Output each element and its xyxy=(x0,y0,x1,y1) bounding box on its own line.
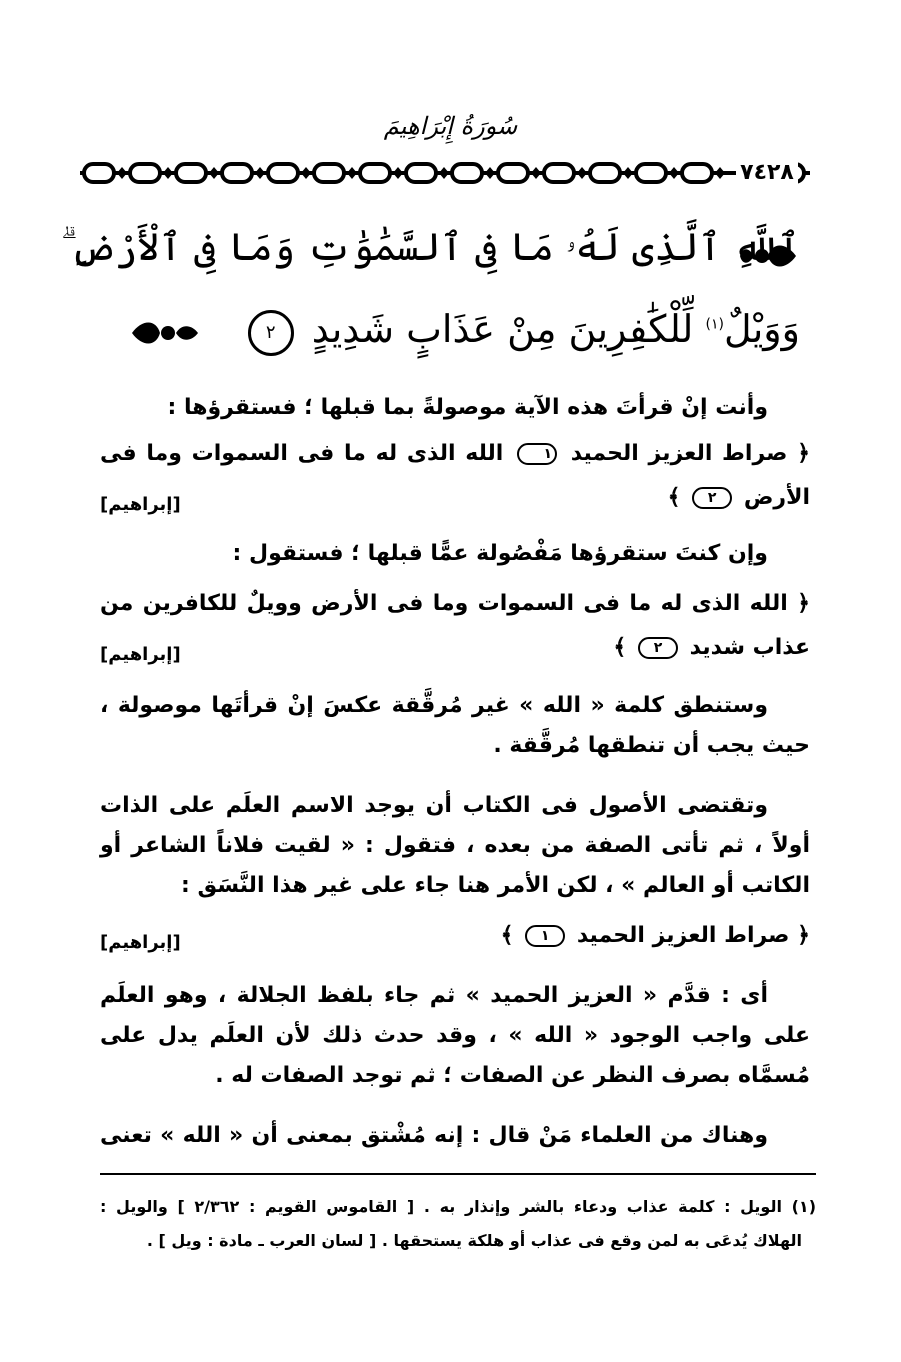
footnote-line-2: الهلاك يُدعَى به لمن وقع فى عذاب أو هلكة يستحقها . [ لسان العرب ـ مادة : ويل ] . xyxy=(146,1231,802,1250)
verse-line-1: ٱللَّهِ ٱلَّذِى لَهُۥ مَا فِى ٱلسَّمَٰوَٰتِ وَمَا فِى ٱلْأَرْضِ ۗ xyxy=(60,225,800,269)
paragraph-2: وإن كنتَ ستقرؤها مَفْصُولة عمًّا قبلها ؛ فستقول : xyxy=(232,541,768,566)
paragraph-5-line-2: على واجب الوجود « الله » ، وقد حدث ذلك لأن العلَم يدل على xyxy=(100,1023,810,1048)
quote-2-part-b: عذاب شديد xyxy=(689,635,810,660)
page-number: ٧٤٢٨ xyxy=(736,159,798,187)
verse-close-ornament-icon xyxy=(130,313,200,353)
verse-line-2 xyxy=(200,307,800,356)
quote-2-line-1: ﴿ الله الذى له ما فى السموات وما فى الأرض وويلٌ للكافرين من xyxy=(100,591,810,616)
quote-1-line-1 xyxy=(100,434,810,474)
quote-1-part-a: ﴿ صراط العزيز الحميد xyxy=(570,441,810,466)
quote-1-close-bracket: ﴾ xyxy=(667,485,681,510)
ayah-marker-1: ١ xyxy=(517,443,557,465)
quote-3-close-bracket: ﴾ xyxy=(500,923,514,948)
paragraph-4-line-1: وتقتضى الأصول فى الكتاب أن يوجد الاسم العلَم على الذات xyxy=(100,793,768,818)
paragraph-3-line-2: حيث يجب أن تنطقها مُرقَّقة . xyxy=(493,733,810,758)
ayah-marker-3: ٢ xyxy=(638,637,678,659)
quote-1-line-2 xyxy=(100,478,810,518)
footnote-divider xyxy=(100,1173,816,1175)
ayah-marker-2: ٢ xyxy=(692,487,732,509)
source-reference-3: [إبراهيم] xyxy=(100,932,181,953)
quote-2-close-bracket: ﴾ xyxy=(613,635,627,660)
verse-line-2-rest: لِّلْكَٰفِرِينَ مِنْ عَذَابٍ شَدِيدٍ xyxy=(311,307,694,351)
header-ornament-band xyxy=(80,158,810,188)
paragraph-4-line-2: أولاً ، ثم تأتى الصفة من بعده ، فتقول : « لقيت فلاناً الشاعر أو xyxy=(100,833,810,858)
footnote-reference: (١) xyxy=(705,316,724,333)
ayah-marker-4: ١ xyxy=(525,925,565,947)
source-reference-2: [إبراهيم] xyxy=(100,644,181,665)
paragraph-5-line-3: مُسمَّاه بصرف النظر عن الصفات ؛ ثم توجد الصفات له . xyxy=(215,1063,810,1088)
paragraph-3-line-1: وستنطق كلمة « الله » غير مُرقَّقة عكسَ إنْ قرأتَها موصولة ، xyxy=(100,693,768,718)
source-reference-1: [إبراهيم] xyxy=(100,494,181,515)
paragraph-5-line-1: أى : قدَّم « العزيز الحميد » ثم جاء بلفظ الجلالة ، وهو العلَم xyxy=(100,983,768,1008)
quote-3-text: ﴿ صراط العزيز الحميد xyxy=(576,923,810,948)
quote-3-line xyxy=(100,916,810,956)
footnote-line-1: (١) الويل : كلمة عذاب ودعاء بالشر وإنذار به . [ القاموس القويم : ٢/٣٦٢ ] والويل : xyxy=(100,1197,816,1216)
quote-2-line-2 xyxy=(100,628,810,668)
surah-name-heading: سُورَةُ إِبْرَاهِيمَ xyxy=(383,112,518,140)
quote-1-part-b: الله الذى له ما فى السموات وما فى xyxy=(100,441,504,466)
paragraph-4-line-3: الكاتب أو العالم » ، لكن الأمر هنا جاء على غير هذا النَّسَق : xyxy=(181,873,810,898)
ayah-number-marker: ٢ xyxy=(248,310,294,356)
paragraph-1: وأنت إنْ قرأتَ هذه الآية موصولةً بما قبلها ؛ فستقرؤها : xyxy=(167,395,768,420)
quote-1-part-c: الأرض xyxy=(743,485,810,510)
paragraph-6-line-1: وهناك من العلماء مَنْ قال : إنه مُشْتق بمعنى أن « الله » تعنى xyxy=(100,1123,768,1148)
verse-word-wail: وَوَيْلٌ xyxy=(723,307,800,351)
